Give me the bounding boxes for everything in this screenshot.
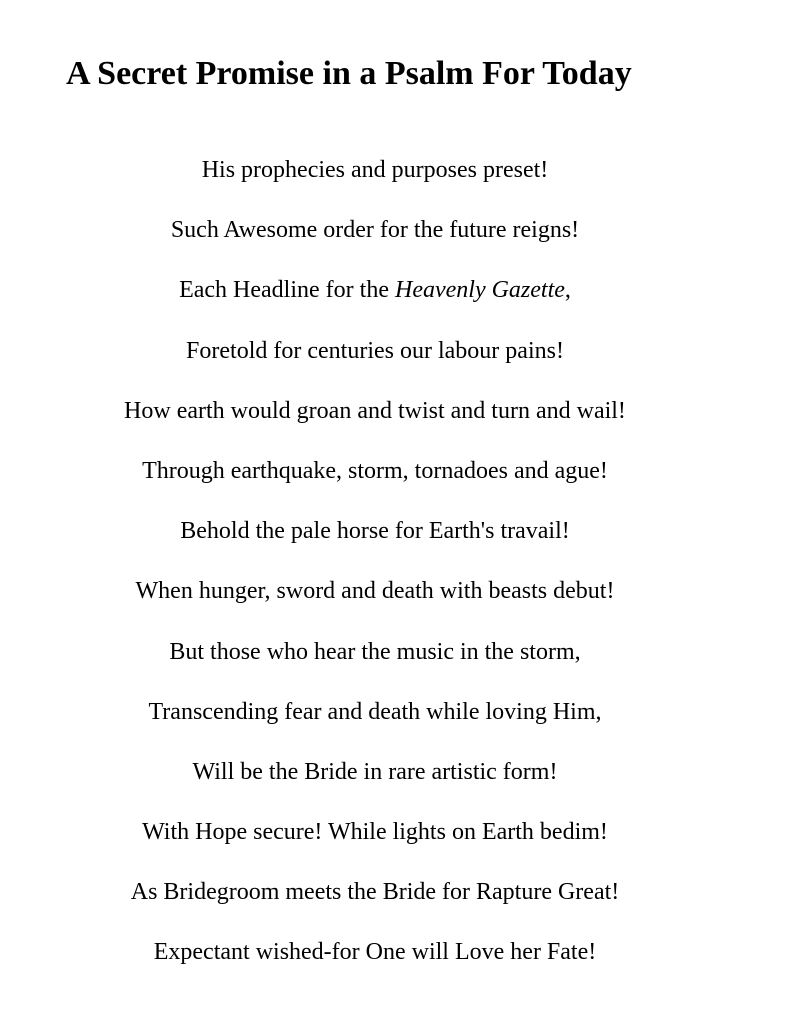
poem-line: Will be the Bride in rare artistic form! [192, 758, 558, 785]
poem-line: Such Awesome order for the future reigns! [170, 217, 580, 244]
poem-line-punctuation: , [564, 277, 571, 304]
poem-line: With Hope secure! While lights on Earth bedim! [142, 819, 608, 846]
poem-line: Transcending fear and death while loving Him, [148, 698, 602, 725]
poem-line-text: Each Headline for the [179, 277, 395, 304]
poem-line [0, 270, 750, 330]
poem-line: But those who hear the music in the storm, [169, 638, 581, 665]
poem-body [0, 150, 750, 993]
page-title: A Secret Promise in a Psalm For Today [66, 55, 632, 92]
poem-line: How earth would groan and twist and turn and wail! [124, 397, 626, 424]
poem-line: Expectant wished-for One will Love her Fate! [153, 939, 597, 966]
poem-line: When hunger, sword and death with beasts debut! [135, 578, 615, 605]
italic-publication-name: Heavenly Gazette [394, 277, 565, 304]
poem-line: His prophecies and purposes preset! [201, 157, 549, 183]
poem-line: Behold the pale horse for Earth's travail! [180, 518, 570, 545]
poem-line: As Bridegroom meets the Bride for Rapture Great! [130, 879, 620, 906]
poem-line: Foretold for centuries our labour pains! [186, 337, 564, 364]
poem-line: Through earthquake, storm, tornadoes and ague! [142, 457, 608, 484]
